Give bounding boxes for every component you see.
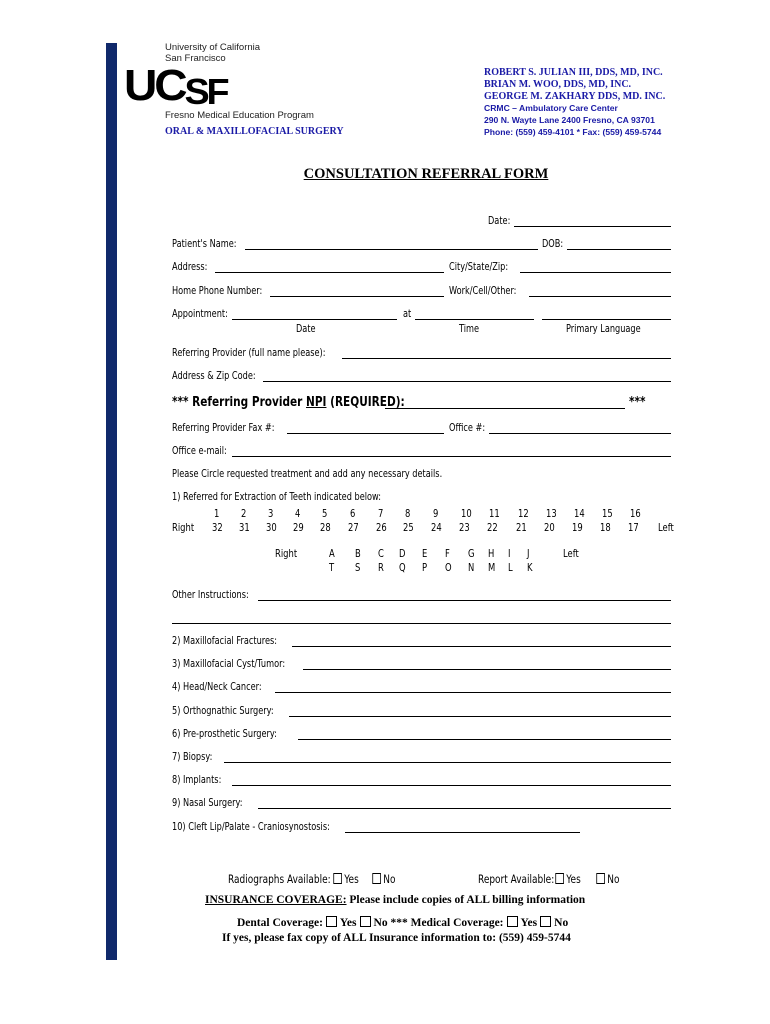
- work-cell-label: Work/Cell/Other:: [449, 285, 517, 297]
- tooth-8[interactable]: 8: [405, 508, 411, 520]
- clinic-address: 290 N. Wayte Lane 2400 Fresno, CA 93701: [484, 115, 655, 125]
- treatment-field[interactable]: [258, 808, 671, 809]
- university-name: University of California: [165, 42, 261, 53]
- insurance-line: INSURANCE COVERAGE: Please include copies of ALL billing information: [205, 894, 586, 906]
- doctor-3: GEORGE M. ZAKHARY DDS, MD. INC.: [484, 91, 666, 102]
- report-yes-checkbox[interactable]: [555, 873, 564, 884]
- ucsf-logo: UCSF: [124, 61, 227, 112]
- fax-insurance-note: If yes, please fax copy of ALL Insurance information to: (559) 459-5744: [222, 932, 571, 944]
- patient-name-field[interactable]: [245, 249, 538, 250]
- treatment-field[interactable]: [275, 692, 671, 693]
- tooth-19[interactable]: 19: [572, 522, 583, 534]
- primary-tooth-J[interactable]: J: [527, 548, 530, 560]
- tooth-23[interactable]: 23: [459, 522, 470, 534]
- treatment-label: 8) Implants:: [172, 774, 222, 787]
- radiographs-label: Radiographs Available:: [228, 872, 331, 886]
- primary-tooth-F[interactable]: F: [445, 548, 450, 560]
- address-label: Address:: [172, 261, 208, 273]
- primary-tooth-P[interactable]: P: [422, 562, 428, 574]
- primary-tooth-E[interactable]: E: [422, 548, 428, 560]
- appointment-time-caption: Time: [459, 323, 480, 335]
- npi-stars: ***: [629, 394, 646, 410]
- address-zip-field[interactable]: [263, 381, 671, 382]
- dob-field[interactable]: [567, 249, 671, 250]
- referring-provider-label: Referring Provider (full name please):: [172, 347, 326, 359]
- treatment-label: 2) Maxillofacial Fractures:: [172, 635, 278, 647]
- tooth-7[interactable]: 7: [378, 508, 384, 520]
- date-label: Date:: [488, 215, 511, 227]
- treatment-field[interactable]: [298, 739, 671, 740]
- npi-label: *** Referring Provider NPI (REQUIRED):: [172, 394, 405, 410]
- treatment-field[interactable]: [232, 785, 671, 786]
- treatment-field[interactable]: [224, 762, 671, 763]
- tooth-13[interactable]: 13: [546, 508, 557, 520]
- primary-tooth-H[interactable]: H: [488, 548, 495, 560]
- home-phone-field[interactable]: [270, 296, 444, 297]
- tooth-31[interactable]: 31: [239, 522, 250, 534]
- date-field[interactable]: [514, 226, 671, 227]
- primary-tooth-D[interactable]: D: [399, 548, 406, 560]
- tooth-20[interactable]: 20: [544, 522, 555, 534]
- tooth-26[interactable]: 26: [376, 522, 387, 534]
- extraction-label: 1) Referred for Extraction of Teeth indicated below:: [172, 491, 382, 503]
- primary-left-label: Left: [563, 548, 579, 560]
- tooth-1[interactable]: 1: [214, 508, 220, 520]
- tooth-10[interactable]: 10: [461, 508, 472, 520]
- primary-tooth-Q[interactable]: Q: [399, 562, 406, 574]
- primary-tooth-I[interactable]: I: [508, 548, 511, 560]
- treatment-label: 9) Nasal Surgery:: [172, 797, 243, 810]
- clinic-name: CRMC – Ambulatory Care Center: [484, 103, 618, 113]
- office-email-field[interactable]: [232, 456, 671, 457]
- tooth-32[interactable]: 32: [212, 522, 223, 534]
- appointment-label: Appointment:: [172, 308, 228, 320]
- other-instructions-field-2[interactable]: [172, 623, 671, 624]
- tooth-11[interactable]: 11: [489, 508, 500, 520]
- form-title: CONSULTATION REFERRAL FORM: [303, 166, 549, 182]
- insurance-heading: INSURANCE COVERAGE:: [205, 894, 347, 906]
- tooth-4[interactable]: 4: [295, 508, 301, 520]
- primary-tooth-M[interactable]: M: [488, 562, 496, 574]
- primary-tooth-O[interactable]: O: [445, 562, 452, 574]
- department-name: ORAL & MAXILLOFACIAL SURGERY: [165, 126, 344, 137]
- appointment-date-caption: Date: [296, 323, 316, 335]
- treatment-field[interactable]: [345, 832, 580, 833]
- office-field[interactable]: [489, 433, 671, 434]
- radiographs-no-checkbox[interactable]: [372, 873, 381, 884]
- report-label: Report Available:: [478, 872, 555, 886]
- referring-provider-field[interactable]: [342, 358, 671, 359]
- radiographs-no[interactable]: No: [370, 873, 395, 886]
- clinic-phone: Phone: (559) 459-4101 * Fax: (559) 459-5744: [484, 127, 662, 137]
- appointment-date-field[interactable]: [232, 319, 397, 320]
- primary-tooth-R[interactable]: R: [378, 562, 384, 574]
- tooth-5[interactable]: 5: [322, 508, 328, 520]
- primary-tooth-B[interactable]: B: [355, 548, 361, 560]
- tooth-14[interactable]: 14: [574, 508, 585, 520]
- city-state-zip-field[interactable]: [520, 272, 671, 273]
- primary-language-field[interactable]: [542, 319, 671, 320]
- primary-right-label: Right: [275, 548, 298, 560]
- primary-tooth-T[interactable]: T: [329, 562, 335, 574]
- home-phone-label: Home Phone Number:: [172, 285, 263, 297]
- other-instructions-label: Other Instructions:: [172, 589, 249, 601]
- dob-label: DOB:: [542, 238, 564, 250]
- treatment-label: 6) Pre-prosthetic Surgery:: [172, 727, 277, 740]
- city-state-zip-label: City/State/Zip:: [449, 261, 509, 273]
- other-instructions-field[interactable]: [258, 600, 671, 601]
- report-no-checkbox[interactable]: [596, 873, 605, 884]
- treatment-label: 10) Cleft Lip/Palate - Craniosynostosis:: [172, 820, 330, 833]
- appointment-at: at: [403, 308, 412, 320]
- tooth-17[interactable]: 17: [628, 522, 639, 534]
- treatment-field[interactable]: [303, 669, 671, 670]
- tooth-3[interactable]: 3: [268, 508, 274, 520]
- treatment-label: 4) Head/Neck Cancer:: [172, 681, 262, 694]
- tooth-21[interactable]: 21: [516, 522, 527, 534]
- provider-fax-label: Referring Provider Fax #:: [172, 422, 275, 434]
- medical-yes-checkbox[interactable]: [507, 916, 518, 927]
- primary-tooth-S[interactable]: S: [355, 562, 361, 574]
- tooth-6[interactable]: 6: [350, 508, 356, 520]
- treatment-field[interactable]: [292, 646, 671, 647]
- tooth-12[interactable]: 12: [518, 508, 529, 520]
- address-field[interactable]: [215, 272, 444, 273]
- dental-yes-checkbox[interactable]: [326, 916, 337, 927]
- tooth-24[interactable]: 24: [431, 522, 442, 534]
- primary-language-caption: Primary Language: [566, 323, 641, 335]
- tooth-30[interactable]: 30: [266, 522, 277, 534]
- treatment-label: 5) Orthognathic Surgery:: [172, 704, 274, 717]
- tooth-25[interactable]: 25: [403, 522, 414, 534]
- medical-no-checkbox[interactable]: [540, 916, 551, 927]
- tooth-28[interactable]: 28: [320, 522, 331, 534]
- teeth-left-label: Left: [658, 522, 674, 534]
- address-zip-label: Address & Zip Code:: [172, 370, 256, 382]
- primary-tooth-A[interactable]: A: [329, 548, 335, 560]
- program-name: Fresno Medical Education Program: [165, 110, 314, 121]
- teeth-right-label: Right: [172, 522, 195, 534]
- provider-fax-field[interactable]: [287, 433, 444, 434]
- doctor-1: ROBERT S. JULIAN III, DDS, MD, INC.: [484, 67, 663, 78]
- coverage-line: Dental Coverage: Yes No *** Medical Coverage: Yes No: [237, 917, 569, 929]
- office-label: Office #:: [449, 422, 486, 434]
- treatment-label: 3) Maxillofacial Cyst/Tumor:: [172, 658, 286, 671]
- circle-instruction: Please Circle requested treatment and add any necessary details.: [172, 468, 443, 480]
- patient-name-label: Patient's Name:: [172, 238, 237, 250]
- tooth-27[interactable]: 27: [348, 522, 359, 534]
- primary-tooth-K[interactable]: K: [527, 562, 533, 574]
- doctor-2: BRIAN M. WOO, DDS, MD, INC.: [484, 79, 632, 90]
- tooth-16[interactable]: 16: [630, 508, 641, 520]
- appointment-time-field[interactable]: [415, 319, 534, 320]
- primary-tooth-N[interactable]: N: [468, 562, 475, 574]
- treatment-field[interactable]: [289, 716, 671, 717]
- npi-field[interactable]: [385, 408, 625, 409]
- radiographs-yes[interactable]: Yes: [331, 873, 359, 886]
- primary-tooth-C[interactable]: C: [378, 548, 384, 560]
- report-yes[interactable]: Yes: [553, 873, 581, 886]
- tooth-29[interactable]: 29: [293, 522, 304, 534]
- work-cell-field[interactable]: [529, 296, 671, 297]
- tooth-9[interactable]: 9: [433, 508, 439, 520]
- primary-tooth-L[interactable]: L: [508, 562, 513, 574]
- dental-no-checkbox[interactable]: [360, 916, 371, 927]
- primary-tooth-G[interactable]: G: [468, 548, 475, 560]
- tooth-2[interactable]: 2: [241, 508, 247, 520]
- report-no[interactable]: No: [594, 873, 619, 886]
- tooth-15[interactable]: 15: [602, 508, 613, 520]
- tooth-18[interactable]: 18: [600, 522, 611, 534]
- radiographs-yes-checkbox[interactable]: [333, 873, 342, 884]
- tooth-22[interactable]: 22: [487, 522, 498, 534]
- treatment-label: 7) Biopsy:: [172, 751, 213, 763]
- office-email-label: Office e-mail:: [172, 445, 227, 457]
- university-city: San Francisco: [165, 53, 226, 64]
